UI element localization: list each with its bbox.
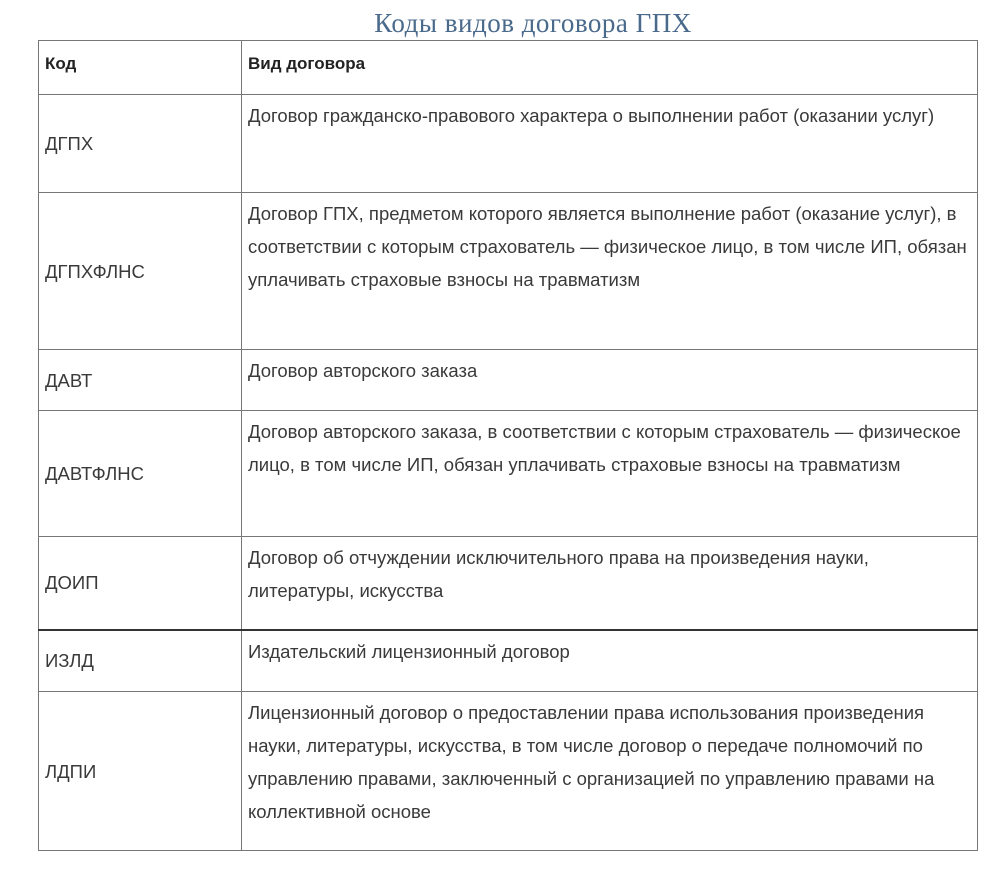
header-code: Код	[39, 41, 242, 95]
table-row	[39, 350, 978, 411]
table-header-row	[39, 41, 978, 95]
row-description: Договор гражданско-правового характера о выполнении работ (оказании услуг)	[242, 95, 978, 193]
row-code: ИЗЛД	[39, 630, 242, 692]
table-row	[39, 692, 978, 851]
row-description: Договор авторского заказа	[242, 350, 978, 411]
table-row	[39, 411, 978, 537]
table-row	[39, 193, 978, 350]
row-description: Лицензионный договор о предоставлении права использования произведения науки, литературы, искусства, в том числе договор о передаче полномочий по управлению правами, заключенный с организацией по управлению правами на коллективной основе	[242, 692, 978, 851]
header-contract-type: Вид договора	[242, 41, 978, 95]
row-description: Договор авторского заказа, в соответствии с которым страхователь — физическое лицо, в том числе ИП, обязан уплачивать страховые взносы на травматизм	[242, 411, 978, 537]
contract-codes-table	[38, 40, 978, 851]
row-code: ДГПХФЛНС	[39, 193, 242, 350]
row-code: ДАВТ	[39, 350, 242, 411]
table-row	[39, 537, 978, 630]
table-row	[39, 630, 978, 692]
row-description: Договор об отчуждении исключительного права на произведения науки, литературы, искусства	[242, 537, 978, 630]
row-description: Договор ГПХ, предметом которого является выполнение работ (оказание услуг), в соответствии с которым страхователь — физическое лицо, в том числе ИП, обязан уплачивать страховые взносы на травматизм	[242, 193, 978, 350]
row-code: ДГПХ	[39, 95, 242, 193]
row-code: ДАВТФЛНС	[39, 411, 242, 537]
row-description: Издательский лицензионный договор	[242, 630, 978, 692]
document-title: Коды видов договора ГПХ	[374, 8, 692, 38]
row-code: ДОИП	[39, 537, 242, 630]
table-row	[39, 95, 978, 193]
row-code: ЛДПИ	[39, 692, 242, 851]
